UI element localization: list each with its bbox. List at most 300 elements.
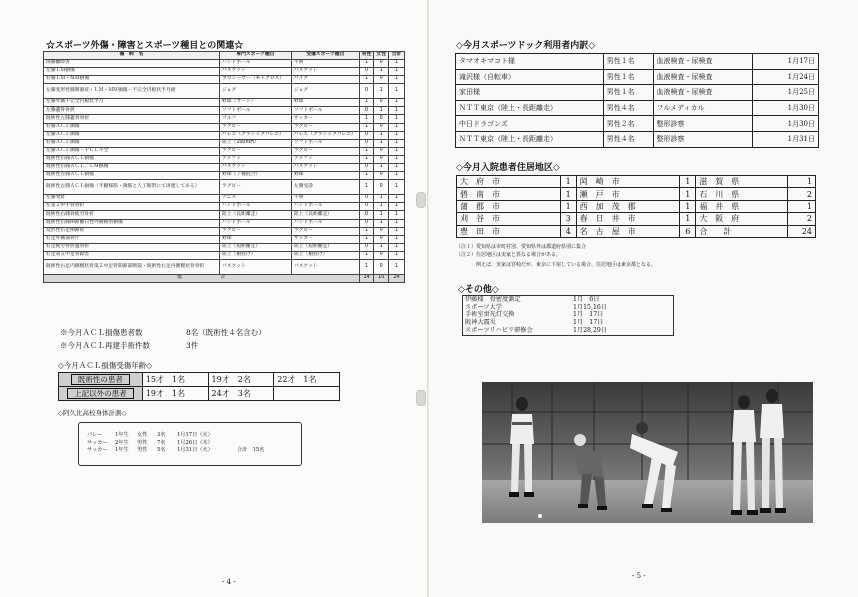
injury-name: 右膝ＡＣＬ損傷	[44, 139, 220, 147]
male-count: 1	[359, 123, 374, 131]
age-title: ◇今月ＡＣＬ損傷受傷年齢◇	[58, 361, 153, 370]
total-count: 1	[389, 99, 405, 107]
table-row	[44, 99, 405, 107]
measure-row	[87, 447, 297, 455]
dock-name: 中日ドラゴンズ	[456, 116, 604, 132]
table-row	[44, 211, 405, 219]
residence-count: 1	[560, 188, 576, 200]
residence-count: 4	[560, 225, 576, 237]
dock-name: ＮＴＴ東京（陸上・長距離走）	[456, 100, 604, 116]
residence-table	[456, 175, 816, 238]
main-sport: 野球	[219, 235, 291, 243]
age-cell: 24才 3名	[208, 387, 274, 401]
dock-count: 男性４名	[603, 100, 653, 116]
table-row	[44, 243, 405, 251]
other-event: スポーツリハビリ研修会	[465, 326, 533, 334]
injury-sport: バイク	[291, 76, 359, 84]
main-sport: ラグビー	[219, 180, 291, 195]
acl-recon-value: 3件	[186, 341, 199, 350]
total-count: 1	[389, 219, 405, 227]
residence-row	[457, 188, 816, 200]
age-cell: 22才 1名	[274, 373, 340, 387]
injury-sport: 陸上（槍投げ）	[291, 251, 359, 259]
male-count: 1	[359, 60, 374, 68]
dock-row	[456, 85, 819, 101]
measure-row	[87, 440, 297, 448]
male-count: 0	[359, 139, 374, 147]
main-sport: ジョグ	[219, 84, 291, 99]
main-sport: バスケット	[219, 68, 291, 76]
residence-row	[457, 200, 816, 212]
main-sport: ラグビー	[219, 227, 291, 235]
header-injury: 傷 病 名	[44, 52, 220, 60]
male-count: 1	[359, 259, 374, 274]
female-count: 0	[374, 259, 389, 274]
total-row	[44, 274, 405, 282]
injury-name: 既術性左膝蓋骨骨折	[44, 115, 220, 123]
injury-sport: ラグビー	[291, 227, 359, 235]
injury-table	[43, 51, 405, 283]
other-row	[463, 319, 673, 327]
other-event: 阪神大震災	[465, 319, 496, 327]
table-row	[44, 164, 405, 172]
table-row	[44, 219, 405, 227]
dock-name: ＮＴＴ東京（陸上・長距離走）	[456, 131, 604, 147]
dock-name: タマオキマコト様	[456, 54, 604, 70]
injury-sport: 左側受診	[291, 180, 359, 195]
female-count: 0	[374, 60, 389, 68]
injury-name: 左膝ＬＭ損傷	[44, 68, 220, 76]
total-all: 24	[389, 274, 405, 282]
total-male: 14	[359, 274, 374, 282]
injury-name: 既術性右膝関節離日性外側靭帯損傷	[44, 219, 220, 227]
main-sport: バレエ（クラシックバレエ）	[219, 131, 291, 139]
injury-name: 両膝離障害	[44, 60, 220, 68]
injury-name: 左膝ＡＣＬ損傷	[44, 131, 220, 139]
table-row	[44, 227, 405, 235]
injury-sport: バスケット	[291, 259, 359, 274]
measure-sex: 男性	[137, 447, 148, 453]
residence-count: 1	[788, 200, 816, 212]
total-count: 1	[389, 123, 405, 131]
measure-grade: 2年生	[115, 439, 129, 446]
main-sport: ハンドボール	[219, 60, 291, 68]
dock-row	[456, 131, 819, 147]
measure-count: 3名	[157, 432, 166, 438]
measure-grade: 1年生	[115, 432, 129, 438]
female-count: 1	[374, 243, 389, 251]
total-count: 1	[389, 60, 405, 68]
male-count: 0	[359, 195, 374, 203]
other-event: スポーツ大学	[465, 303, 502, 311]
residence-count: 1	[680, 188, 696, 200]
dock-type: 整形診察	[653, 131, 753, 147]
left-page-number: - 4 -	[222, 578, 236, 586]
injury-sport: ラグビー	[291, 123, 359, 131]
main-sport: 野球（サード）	[219, 99, 291, 107]
age-row	[59, 373, 340, 387]
note-1: （注１）愛知県は市町村別、愛知県外は都道府県別に集合	[456, 244, 587, 250]
dock-type: フルメディカル	[653, 100, 753, 116]
total-count: 1	[389, 227, 405, 235]
dock-name: 家田様	[456, 85, 604, 101]
female-count: 0	[374, 227, 389, 235]
male-count: 0	[359, 68, 374, 76]
injury-sport: バスケット	[291, 164, 359, 172]
measure-sex: 女性	[137, 432, 148, 438]
female-count: 0	[374, 155, 389, 163]
female-count: 0	[374, 123, 389, 131]
table-row	[44, 107, 405, 115]
total-count: 1	[389, 172, 405, 180]
dock-count: 男性２名	[603, 116, 653, 132]
injury-sport: ジョグ	[291, 84, 359, 99]
residence-area: 名 古 屋 市	[576, 225, 680, 237]
table-row	[44, 60, 405, 68]
total-count: 1	[389, 251, 405, 259]
age-row-label-cell	[59, 373, 143, 387]
age-row	[59, 387, 340, 401]
female-count: 1	[374, 131, 389, 139]
other-date: 1月 6日	[573, 296, 600, 303]
female-count: 1	[374, 219, 389, 227]
table-row	[44, 155, 405, 163]
table-row	[44, 115, 405, 123]
male-count: 0	[359, 243, 374, 251]
dock-row	[456, 54, 819, 70]
dock-count: 男性１名	[603, 69, 653, 85]
dock-count: 男性４名	[603, 131, 653, 147]
male-count: 1	[359, 99, 374, 107]
measure-sex: 男性	[137, 439, 148, 446]
other-row	[463, 296, 673, 304]
total-count: 1	[389, 131, 405, 139]
acl-count-value: 8名（既術性４名含む）	[186, 328, 266, 337]
total-count: 1	[389, 155, 405, 163]
female-count: 0	[374, 251, 389, 259]
injury-name: 変形性右足関節症	[44, 227, 220, 235]
residence-area: 福 井 県	[696, 200, 788, 212]
other-event: 伊藤様 骨密度測定	[465, 296, 521, 303]
residence-count: 1	[680, 213, 696, 225]
total-count: 1	[389, 259, 405, 274]
main-sport: 陸上（槍投げ）	[219, 251, 291, 259]
male-count: 1	[359, 180, 374, 195]
residence-area: 合 計	[696, 225, 788, 237]
binding-hole	[416, 192, 426, 208]
table-row	[44, 68, 405, 76]
residence-count: 1	[560, 200, 576, 212]
total-count: 1	[389, 243, 405, 251]
residence-count: 1	[788, 176, 816, 188]
residence-area: 西 加 茂 郡	[576, 200, 680, 212]
baseball-photo	[482, 382, 813, 523]
male-count: 1	[359, 147, 374, 155]
age-row-label-cell	[59, 387, 143, 401]
other-row	[463, 327, 673, 335]
injury-sport: アメフト	[291, 155, 359, 163]
residence-area: 大 府 市	[457, 176, 561, 188]
total-count: 1	[389, 235, 405, 243]
main-sport: ハンドボール	[219, 219, 291, 227]
female-count: 0	[374, 180, 389, 195]
injury-name: 左膝蓋骨骨折	[44, 107, 220, 115]
acl-recon-label: ※今月ＡＣＬ再建手術件数	[60, 341, 150, 350]
female-count: 1	[374, 164, 389, 172]
dock-date: 1月30日	[753, 116, 819, 132]
total-count: 1	[389, 195, 405, 203]
male-count: 1	[359, 76, 374, 84]
measure-row	[87, 432, 297, 440]
injury-sport: 不明	[291, 195, 359, 203]
measure-count: 5名	[157, 447, 166, 453]
injury-section-title: ☆スポーツ外傷・障害とスポーツ種目との関連☆	[46, 41, 244, 51]
injury-name: 右足第五中足骨障害	[44, 251, 220, 259]
dock-date: 1月30日	[753, 100, 819, 116]
female-count: 0	[374, 235, 389, 243]
dock-date: 1月31日	[753, 131, 819, 147]
injury-name: 左膝変形性膝関節症・ＬＭ・ＭＭ損傷・不完全円板状半月板	[44, 84, 220, 99]
residence-area: 石 川 県	[696, 188, 788, 200]
main-sport: 陸上（短距離走）	[219, 243, 291, 251]
table-row	[44, 180, 405, 195]
female-count: 0	[374, 147, 389, 155]
injury-name: 既術性右膝骨疲労骨折	[44, 211, 220, 219]
male-count: 1	[359, 172, 374, 180]
residence-row	[457, 176, 816, 188]
injury-sport: 陸上（長距離走）	[291, 211, 359, 219]
dock-row	[456, 69, 819, 85]
total-count: 1	[389, 107, 405, 115]
other-date: 1月 17日	[573, 311, 604, 319]
male-count: 0	[359, 164, 374, 172]
dock-type: 血液検査・尿検査	[653, 69, 753, 85]
other-title: ◇その他◇	[458, 285, 499, 295]
right-page-number: - 5 -	[632, 572, 646, 580]
table-row	[44, 84, 405, 99]
injury-sport: バレエ（クラシックバレエ）	[291, 131, 359, 139]
injury-sport: ハンドボール	[291, 219, 359, 227]
male-count: 1	[359, 115, 374, 123]
note-2: （注２）住居地区は実家と異なる場合がある。	[456, 252, 562, 258]
injury-sport: ソフトボール	[291, 107, 359, 115]
injury-name: 右足外側部骨片	[44, 235, 220, 243]
injury-name: 右膝ＬＭ・ＭＭ損傷	[44, 76, 220, 84]
table-row	[44, 147, 405, 155]
residence-count: 24	[788, 225, 816, 237]
residence-area: 岡 崎 市	[576, 176, 680, 188]
age-table	[58, 372, 340, 401]
table-row	[44, 259, 405, 274]
residence-count: 3	[560, 213, 576, 225]
injury-sport: 野球	[291, 99, 359, 107]
injury-sport: バスケット	[291, 68, 359, 76]
injury-name: 左膝発針	[44, 195, 220, 203]
dock-table	[455, 53, 819, 148]
injury-sport: 野球	[291, 172, 359, 180]
measure-title: ◇阿久比高校身体計測◇	[58, 409, 127, 417]
residence-count: 6	[680, 225, 696, 237]
measure-count: 7名	[157, 439, 166, 446]
note-3: 例えば、実家は宮崎だが、東京に下宿している場合、住居地区は東京都となる。	[476, 262, 657, 268]
female-count: 1	[374, 195, 389, 203]
other-date: 1月15,16日	[573, 303, 608, 311]
injury-sport: 陸上（短距離走）	[291, 243, 359, 251]
male-count: 0	[359, 84, 374, 99]
main-sport: ブロンーサー（モトクロス）	[219, 76, 291, 84]
residence-area: 滋 賀 県	[696, 176, 788, 188]
binding-hole	[416, 390, 426, 406]
dock-name: 滝沢様（自転車）	[456, 69, 604, 85]
injury-name: 右足疲労骨折遺骨折	[44, 243, 220, 251]
total-count: 1	[389, 76, 405, 84]
main-sport: ハンドボール	[219, 203, 291, 211]
total-count: 1	[389, 84, 405, 99]
residence-title: ◇今月入院患者住居地区◇	[456, 163, 560, 173]
table-row	[44, 203, 405, 211]
female-count: 1	[374, 203, 389, 211]
injury-name: 既術性右足内側楔状骨第２中足骨開節部断裂・既術性右足内側楔状骨骨折	[44, 259, 220, 274]
male-count: 0	[359, 211, 374, 219]
table-row	[44, 139, 405, 147]
total-count: 1	[389, 139, 405, 147]
residence-area: 刈 谷 市	[457, 213, 561, 225]
female-count: 1	[374, 84, 389, 99]
male-count: 1	[359, 155, 374, 163]
female-count: 0	[374, 115, 389, 123]
measure-sport: サッカー	[87, 447, 108, 453]
total-count: 1	[389, 68, 405, 76]
age-row-label: 上記以外の患者	[67, 388, 134, 399]
main-sport: 陸上（100ｍH）	[219, 139, 291, 147]
header-injury-sport: 受傷スポーツ種目	[291, 52, 359, 60]
male-count: 1	[359, 251, 374, 259]
residence-row	[457, 225, 816, 237]
dock-count: 男性１名	[603, 54, 653, 70]
injury-name: 左第２中手骨骨折	[44, 203, 220, 211]
age-cell: 19才 2名	[208, 373, 274, 387]
male-count: 0	[359, 131, 374, 139]
residence-count: 2	[788, 213, 816, 225]
injury-sport: ハンドボール	[291, 203, 359, 211]
female-count: 0	[374, 172, 389, 180]
total-count: 1	[389, 115, 405, 123]
measure-date: 1月26日（木）	[177, 439, 213, 446]
female-count: 1	[374, 107, 389, 115]
male-count: 0	[359, 219, 374, 227]
injury-name: 左膝外側不完全円板状半月	[44, 99, 220, 107]
male-count: 1	[359, 235, 374, 243]
female-count: 0	[374, 76, 389, 84]
injury-name: 既術性右膝ＡＣＬ損傷	[44, 155, 220, 163]
total-count: 1	[389, 211, 405, 219]
header-male: 男性	[359, 52, 374, 60]
dock-type: 血液検査・尿検査	[653, 54, 753, 70]
male-count: 0	[359, 107, 374, 115]
injury-sport: ソフトボール	[291, 139, 359, 147]
injury-name: 既術性左膝ＡＣＬ損傷（半腱様筋・薄筋と人工靭帯にて再建してある）	[44, 180, 220, 195]
main-sport: バスケット	[219, 259, 291, 274]
measure-sport: サッカー	[87, 439, 108, 446]
residence-area: 大 阪 府	[696, 213, 788, 225]
table-row	[44, 235, 405, 243]
age-cell	[274, 387, 340, 401]
residence-area: 碧 南 市	[457, 188, 561, 200]
dock-date: 1月17日	[753, 54, 819, 70]
residence-count: 1	[680, 200, 696, 212]
injury-table-header	[44, 52, 405, 60]
measure-sport: バレー	[87, 432, 103, 438]
main-sport: ソフトボール	[219, 107, 291, 115]
other-date: 1月 17日	[573, 319, 604, 327]
measure-extra: 合計 15名	[237, 447, 265, 453]
dock-title: ◇今月スポーツドック利用者内訳◇	[456, 41, 596, 51]
table-row	[44, 131, 405, 139]
table-row	[44, 172, 405, 180]
main-sport: ラグビー	[219, 123, 291, 131]
age-cell: 15才 1名	[142, 373, 208, 387]
dock-type: 血液検査・尿検査	[653, 85, 753, 101]
main-sport: アメフト	[219, 155, 291, 163]
residence-count: 1	[560, 176, 576, 188]
header-total: 合計	[389, 52, 405, 60]
main-sport: 野球（７種混合）	[219, 172, 291, 180]
dock-count: 男性１名	[603, 85, 653, 101]
injury-sport: サッカー	[291, 235, 359, 243]
injury-sport: サッカー	[291, 115, 359, 123]
residence-area: 瀬 戸 市	[576, 188, 680, 200]
age-row-label: 既術性の患者	[71, 374, 130, 385]
dock-date: 1月25日	[753, 85, 819, 101]
female-count: 1	[374, 211, 389, 219]
male-count: 0	[359, 203, 374, 211]
age-cell: 19才 1名	[142, 387, 208, 401]
injury-name: 既術性左膝ＡＣＬ損傷	[44, 172, 220, 180]
total-count: 1	[389, 203, 405, 211]
main-sport: バスケット	[219, 164, 291, 172]
measure-grade: 1年生	[115, 447, 129, 453]
table-row	[44, 195, 405, 203]
injury-name: 既術性右膝ＡＣＬ．ＬＭ損傷	[44, 164, 220, 172]
main-sport: テニス	[219, 195, 291, 203]
dock-row	[456, 116, 819, 132]
female-count: 1	[374, 68, 389, 76]
dock-row	[456, 100, 819, 116]
table-row	[44, 251, 405, 259]
acl-count-label: ※今月ＡＣＬ損傷患者数	[60, 328, 143, 337]
other-event: 手術室蛍光灯交換	[465, 311, 515, 319]
injury-name: 右膝ＡＣＬ損傷	[44, 123, 220, 131]
male-count: 1	[359, 227, 374, 235]
total-count: 1	[389, 180, 405, 195]
total-count: 1	[389, 164, 405, 172]
measure-box	[78, 422, 302, 466]
other-row	[463, 311, 673, 319]
residence-count: 2	[788, 188, 816, 200]
other-box	[462, 295, 674, 336]
total-count: 1	[389, 147, 405, 155]
residence-count: 1	[680, 176, 696, 188]
table-row	[44, 123, 405, 131]
dock-type: 整形診察	[653, 116, 753, 132]
total-label: 総 計	[44, 274, 360, 282]
main-sport: ゴルフ	[219, 115, 291, 123]
main-sport: ラグビー	[219, 147, 291, 155]
residence-area: 蒲 郡 市	[457, 200, 561, 212]
residence-area: 春 日 井 市	[576, 213, 680, 225]
main-sport: 陸上（長距離走）	[219, 211, 291, 219]
female-count: 1	[374, 139, 389, 147]
